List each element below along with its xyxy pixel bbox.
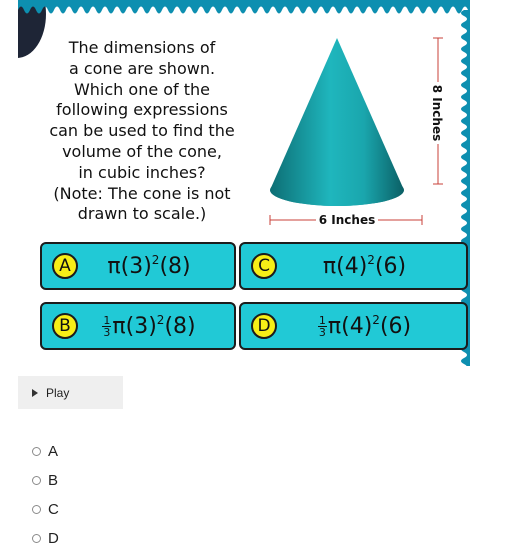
question-line: in cubic inches? — [78, 162, 206, 182]
question-line: a cone are shown. — [68, 58, 216, 78]
question-line: can be used to find the — [49, 121, 235, 141]
answer-label: C — [48, 501, 59, 518]
fraction-numerator: 1 — [103, 314, 111, 327]
expr-tail: (6) — [379, 313, 412, 339]
radio-button[interactable] — [32, 476, 41, 485]
answer-option-c[interactable] — [32, 495, 59, 524]
expr-exponent: 2 — [367, 252, 375, 267]
expr-fraction — [318, 315, 327, 338]
choice-d[interactable] — [239, 302, 468, 350]
expr-exponent: 2 — [156, 312, 165, 327]
choice-letter-badge — [52, 253, 78, 279]
expr-tail: (8) — [164, 313, 196, 339]
play-triangle-icon — [32, 389, 38, 397]
question-line: drawn to scale.) — [77, 204, 207, 224]
radio-button[interactable] — [32, 534, 41, 543]
cone-figure — [248, 24, 468, 232]
question-line: (Note: The cone is not — [53, 183, 231, 203]
expr-exponent: 2 — [151, 252, 160, 267]
answer-option-b[interactable] — [32, 466, 59, 495]
fraction-numerator: 1 — [318, 314, 326, 327]
expr-tail: (6) — [374, 253, 407, 279]
expr-fraction — [102, 315, 111, 338]
answer-options — [32, 437, 59, 553]
question-line: Which one of the — [73, 79, 211, 99]
question-line: The dimensions of — [68, 38, 216, 57]
radio-button[interactable] — [32, 505, 41, 514]
answer-label: B — [48, 472, 59, 489]
radio-button[interactable] — [32, 447, 41, 456]
choice-letter: A — [59, 256, 71, 276]
choice-expression — [78, 314, 234, 339]
fraction-denominator: 3 — [103, 326, 111, 339]
question-text — [32, 38, 252, 225]
answer-option-a[interactable] — [32, 437, 59, 466]
question-line: following expressions — [56, 100, 228, 120]
choice-b[interactable] — [40, 302, 236, 350]
play-button[interactable] — [18, 376, 123, 409]
choice-expression — [277, 254, 466, 279]
answer-label: A — [48, 443, 59, 460]
choice-letter: C — [258, 256, 270, 276]
expr-base: π(3) — [112, 313, 157, 339]
fraction-denominator: 3 — [318, 326, 326, 339]
cone-shape-icon — [270, 38, 404, 206]
choice-letter: B — [59, 316, 71, 336]
expr-base: π(4) — [327, 313, 373, 339]
question-line: volume of the cone, — [62, 141, 222, 161]
answer-option-d[interactable] — [32, 524, 59, 553]
choice-letter: D — [257, 316, 271, 336]
expr-exponent: 2 — [372, 312, 380, 327]
choice-c[interactable] — [239, 242, 468, 290]
choice-a[interactable] — [40, 242, 236, 290]
choice-letter-badge — [251, 253, 277, 279]
choice-letter-badge — [52, 313, 78, 339]
choice-expression — [277, 314, 466, 339]
choice-letter-badge — [251, 313, 277, 339]
diameter-label: 6 Inches — [318, 213, 376, 227]
question-card — [18, 0, 470, 366]
wavy-border-top — [18, 0, 470, 26]
height-label: 8 Inches — [430, 84, 444, 142]
expr-base: π(4) — [322, 253, 368, 279]
expr-tail: (8) — [159, 253, 191, 279]
answer-label: D — [48, 530, 59, 547]
expr-base: π(3) — [107, 253, 152, 279]
play-label: Play — [46, 385, 70, 400]
choice-expression — [78, 254, 234, 279]
